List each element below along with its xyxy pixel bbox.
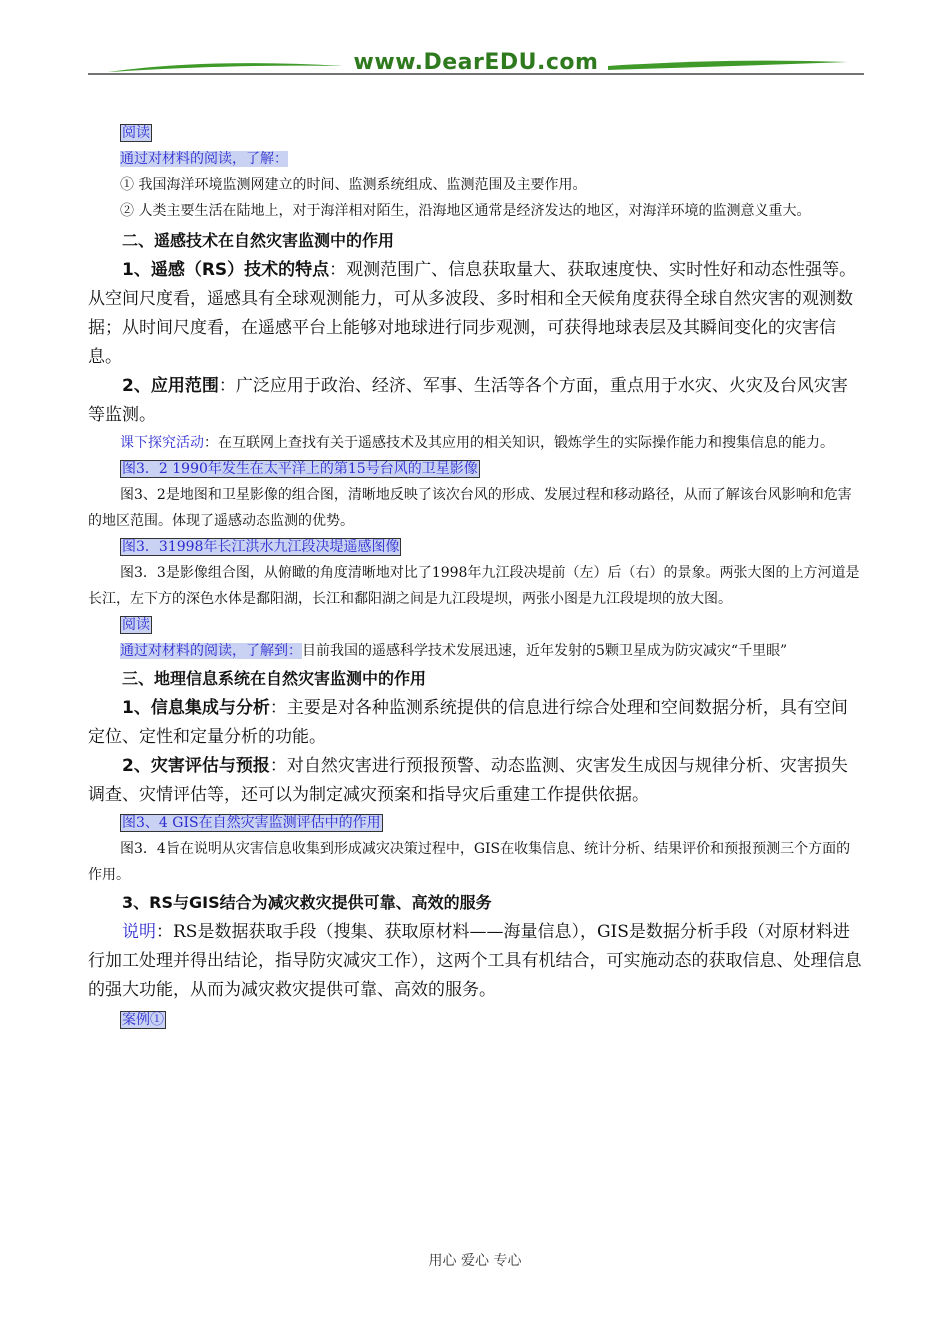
section-3-title: 三、地理信息系统在自然灾害监测中的作用 [122, 669, 427, 688]
figure-3-2-text: 图3、2是地图和卫星影像的组合图，清晰地反映了该次台风的形成、发展过程和移动路径，从而了解该台风影响和危害的地区范围。体现了遥感动态监测的优势。 [88, 487, 852, 529]
section-3-paragraph-2 [88, 752, 864, 810]
rs-features-label: 1、遥感（RS）技术的特点 [122, 260, 330, 280]
reading-tag: 阅读 [122, 125, 150, 141]
activity-paragraph [88, 430, 864, 456]
reading-2-intro: 通过对材料的阅读，了解到： [120, 643, 302, 659]
document-body [88, 120, 864, 1033]
figure-3-3-tag: 图3．31998年长江洪水九江段决堤遥感图像 [122, 539, 400, 555]
reading-item-2: ② 人类主要生活在陆地上，对于海洋相对陌生，沿海地区通常是经济发达的地区，对海洋环境的监测意义重大。 [120, 203, 811, 219]
application-text: ：广泛应用于政治、经济、军事、生活等各个方面，重点用于水灾、火灾及台风灾害等监测。 [88, 376, 848, 425]
figure-3-3-caption [88, 534, 864, 560]
integration-label: 1、信息集成与分析 [122, 698, 270, 718]
activity-label: 课下探究活动 [120, 435, 204, 451]
reading-intro [88, 146, 864, 172]
page-footer: 用心 爱心 专心 [428, 1253, 522, 1269]
section-2-paragraph-1 [88, 256, 864, 372]
reading-item-1: ① 我国海洋环境监测网建立的时间、监测系统组成、监测范围及主要作用。 [120, 177, 587, 193]
reading-intro-text: 通过对材料的阅读，了解： [120, 151, 288, 167]
note-text: ：RS是数据获取手段（搜集、获取原材料——海量信息），GIS是数据分析手段（对原材料进行加工处理并得出结论，指导防灾减灾工作），这两个工具有机结合，可实施动态的获取信息、处理信息的强大功能，从而为减灾救灾提供可靠、高效的服务。 [88, 922, 862, 1000]
case-section [88, 1007, 864, 1033]
figure-3-2-tag: 图3．2 1990年发生在太平洋上的第15号台风的卫星影像 [122, 461, 478, 477]
integration-text: ：主要是对各种监测系统提供的信息进行综合处理和空间数据分析，具有空间定位、定性和定量分析的功能。 [88, 698, 848, 747]
case-tag: 案例① [122, 1012, 164, 1028]
reading-2-paragraph [88, 638, 864, 664]
site-logo-text: www.DearEDU.com [353, 50, 599, 75]
reading-2-text: 目前我国的遥感科学技术发展迅速，近年发射的5颗卫星成为防灾减灾“千里眼” [302, 643, 788, 659]
reading-tag-2: 阅读 [122, 617, 150, 633]
section-2-title: 二、遥感技术在自然灾害监测中的作用 [122, 231, 395, 250]
application-label: 2、应用范围 [122, 376, 219, 396]
reading-section-2 [88, 612, 864, 638]
activity-text: ：在互联网上查找有关于遥感技术及其应用的相关知识，锻炼学生的实际操作能力和搜集信息的能力。 [204, 435, 834, 451]
section-2-paragraph-2 [88, 372, 864, 430]
section-3-subtitle-3: 3、RS与GIS结合为减灾救灾提供可靠、高效的服务 [122, 893, 492, 912]
assessment-text: ：对自然灾害进行预报预警、动态监测、灾害发生成因与规律分析、灾害损失调查、灾情评估等，还可以为制定减灾预案和指导灾后重建工作提供依据。 [88, 756, 848, 805]
note-paragraph [88, 918, 864, 1005]
reading-section-1 [88, 120, 864, 146]
assessment-label: 2、灾害评估与预报 [122, 756, 270, 776]
figure-3-3-text: 图3．3是影像组合图，从俯瞰的角度清晰地对比了1998年九江段决堤前（左）后（右）的景象。两张大图的上方河道是长江，左下方的深色水体是鄱阳湖，长江和鄱阳湖之间是九江段堤坝，两张小图是九江段堤坝的放大图。 [88, 565, 860, 607]
figure-3-4-caption [88, 810, 864, 836]
section-3-paragraph-1 [88, 694, 864, 752]
figure-3-4-tag: 图3、4 GIS在自然灾害监测评估中的作用 [122, 815, 381, 831]
figure-3-4-text: 图3．4旨在说明从灾害信息收集到形成减灾决策过程中，GIS在收集信息、统计分析、结果评价和预报预测三个方面的作用。 [88, 841, 851, 883]
figure-3-2-caption [88, 456, 864, 482]
page-header [88, 44, 864, 80]
rs-features-text: ：观测范围广、信息获取量大、获取速度快、实时性好和动态性强等。从空间尺度看，遥感具有全球观测能力，可从多波段、多时相和全天候角度获得全球自然灾害的观测数据；从时间尺度看，在遥感平台上能够对地球进行同步观测，可获得地球表层及其瞬间变化的灾害信息。 [88, 260, 857, 367]
note-label: 说明 [122, 922, 156, 942]
